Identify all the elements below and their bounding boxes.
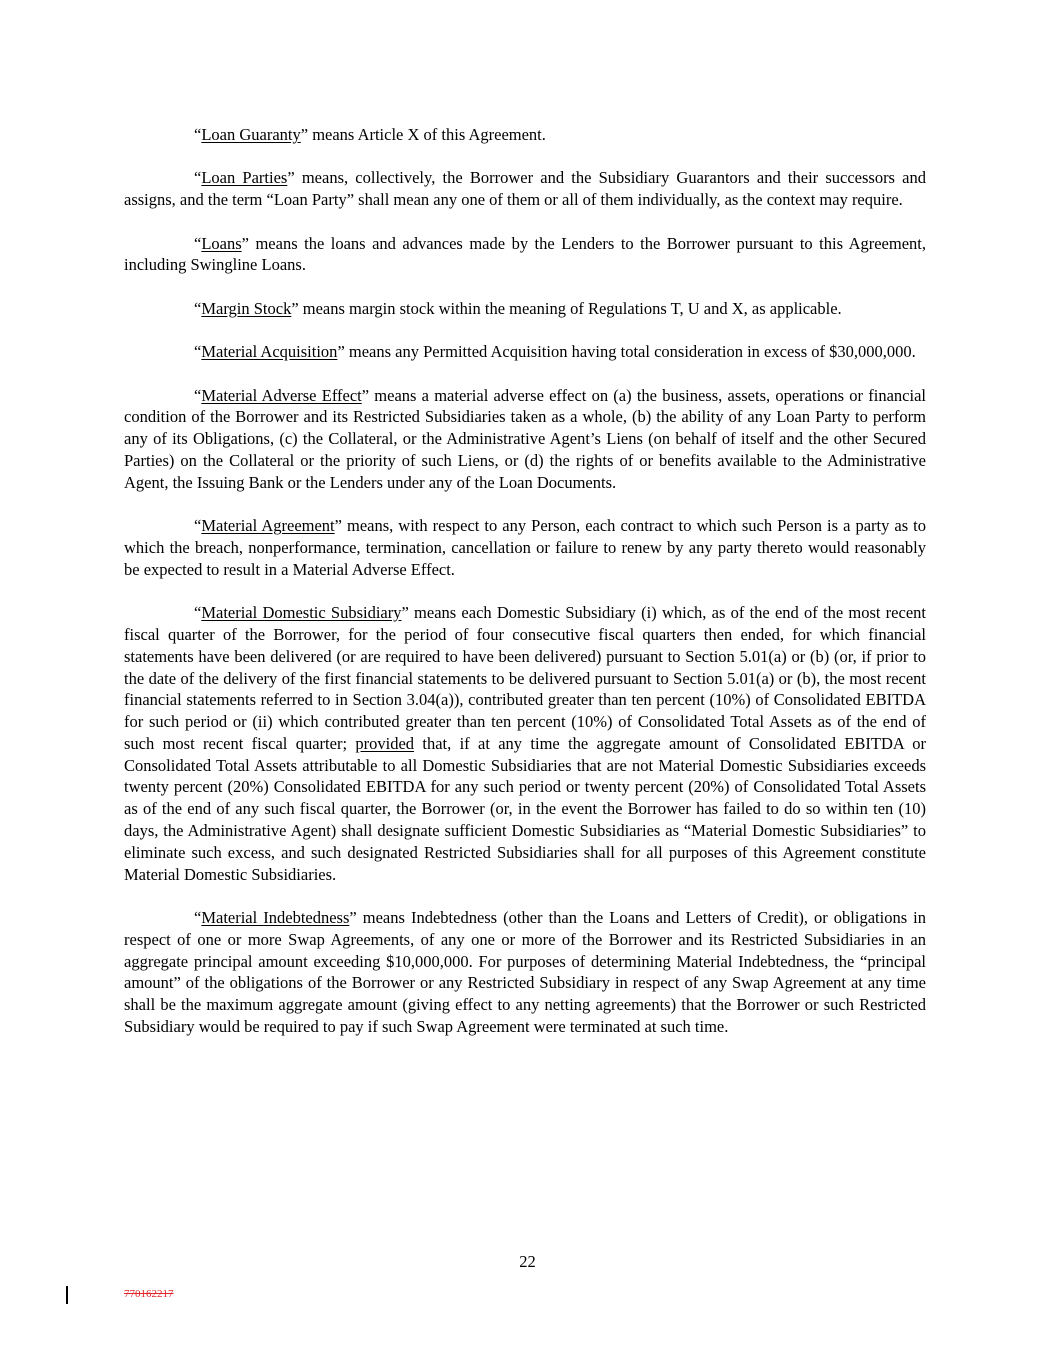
defined-term: Loans (201, 233, 242, 253)
definition-text: ” means Article X of this Agreement. (300, 125, 546, 144)
definition-text: ” means, with respect to any Person, each contract to which such Person is a party as to which the breach, nonperformance, termination, cancellation or failure to renew by any party thereto would reasonably be expected to result in a Material Adverse Effect. (124, 516, 926, 579)
change-bar (66, 1286, 68, 1304)
defined-term: Material Agreement (201, 516, 335, 536)
definition-material-domestic-subsidiary (124, 602, 926, 885)
page-number: 22 (519, 1252, 536, 1271)
definition-text: ” means the loans and advances made by the Lenders to the Borrower pursuant to this Agreement, including Swingline Loans. (124, 233, 926, 275)
open-quote: “ (194, 908, 202, 928)
defined-term: Material Adverse Effect (201, 385, 362, 405)
defined-term: Margin Stock (201, 298, 292, 318)
defined-term: Material Acquisition (201, 342, 338, 362)
definition-loans (124, 233, 926, 277)
definition-material-acquisition (124, 341, 926, 363)
defined-term: Loan Parties (201, 168, 288, 188)
open-quote: “ (194, 342, 202, 362)
definition-text-continued: that, if at any time the aggregate amount of Consolidated EBITDA or Consolidated Total Assets attributable to all Domestic Subsidiaries that are not Material Domestic Subsidiaries exceeds twenty percent (20%) Consolidated EBITDA for any such period or twenty percent (20%) of Consolidated Total Assets as of the end of any such fiscal quarter, the Borrower (or, in the event the Borrower has failed to do so within ten (10) days, the Administrative Agent) shall designate sufficient Domestic Subsidiaries as “Material Domestic Subsidiaries” to eliminate such excess, and such designated Restricted Subsidiaries shall for all purposes of this Agreement constitute Material Domestic Subsidiaries. (124, 733, 927, 884)
definition-material-adverse-effect (124, 385, 926, 494)
defined-term: Loan Guaranty (201, 125, 301, 144)
defined-term: Material Domestic Subsidiary (201, 603, 402, 623)
definition-loan-parties (124, 167, 926, 211)
definition-margin-stock (124, 298, 926, 320)
definition-text: ” means any Permitted Acquisition having total consideration in excess of $30,000,000. (337, 342, 916, 362)
open-quote: “ (194, 385, 202, 405)
open-quote: “ (194, 516, 202, 536)
definition-loan-guaranty (124, 124, 926, 146)
definition-material-agreement (124, 515, 926, 580)
definition-text: ” means Indebtedness (other than the Loans and Letters of Credit), or obligations in respect of one or more Swap Agreements, of any one or more of the Borrower and its Restricted Subsidiaries in an aggregate principal amount exceeding $10,000,000. For purposes of determining Material Indebtedness, the “principal amount” of the obligations of the Borrower or any Restricted Subsidiary in respect of any Swap Agreement at any time shall be the maximum aggregate amount (giving effect to any netting agreements) that the Borrower or such Restricted Subsidiary would be required to pay if such Swap Agreement were terminated at such time. (124, 908, 926, 1037)
document-id: 770162217 (124, 1288, 174, 1300)
definition-text: ” means, collectively, the Borrower and the Subsidiary Guarantors and their successors and assigns, and the term “Loan Party” shall mean any one of them or all of them individually, as the context may require. (124, 168, 926, 210)
defined-term: Material Indebtedness (201, 908, 350, 928)
definition-text: ” means a material adverse effect on (a) the business, assets, operations or financial condition of the Borrower and its Restricted Subsidiaries taken as a whole, (b) the ability of any Loan Party to perform any of its Obligations, (c) the Collateral, or the Administrative Agent’s Liens (on behalf of itself and the other Secured Parties) on the Collateral or the priority of such Liens, or (d) the rights of or benefits available to the Administrative Agent, the Issuing Bank or the Lenders under any of the Loan Documents. (124, 385, 926, 492)
definition-material-indebtedness (124, 907, 926, 1038)
document-body (124, 124, 926, 1059)
open-quote: “ (194, 298, 202, 318)
open-quote: “ (194, 233, 202, 253)
definition-text: ” means margin stock within the meaning of Regulations T, U and X, as applicable. (291, 298, 842, 318)
open-quote: “ (194, 168, 202, 188)
proviso-term: provided (355, 733, 415, 753)
open-quote: “ (194, 603, 202, 623)
definition-text: ” means each Domestic Subsidiary (i) which, as of the end of the most recent fiscal quarter of the Borrower, for the period of four consecutive fiscal quarters then ended, for which financial statements have been delivered (or are required to have been delivered) pursuant to Section 5.01(a) or (b) (or, if prior to the date of the delivery of the first financial statements to be delivered pursuant to Section 5.01(a) or (b), the most recent financial statements referred to in Section 3.04(a)), contributed greater than ten percent (10%) of Consolidated EBITDA for such period or (ii) which contributed greater than ten percent (10%) of Consolidated Total Assets as of the end of such most recent fiscal quarter; (124, 603, 926, 753)
open-quote: “ (194, 125, 202, 144)
